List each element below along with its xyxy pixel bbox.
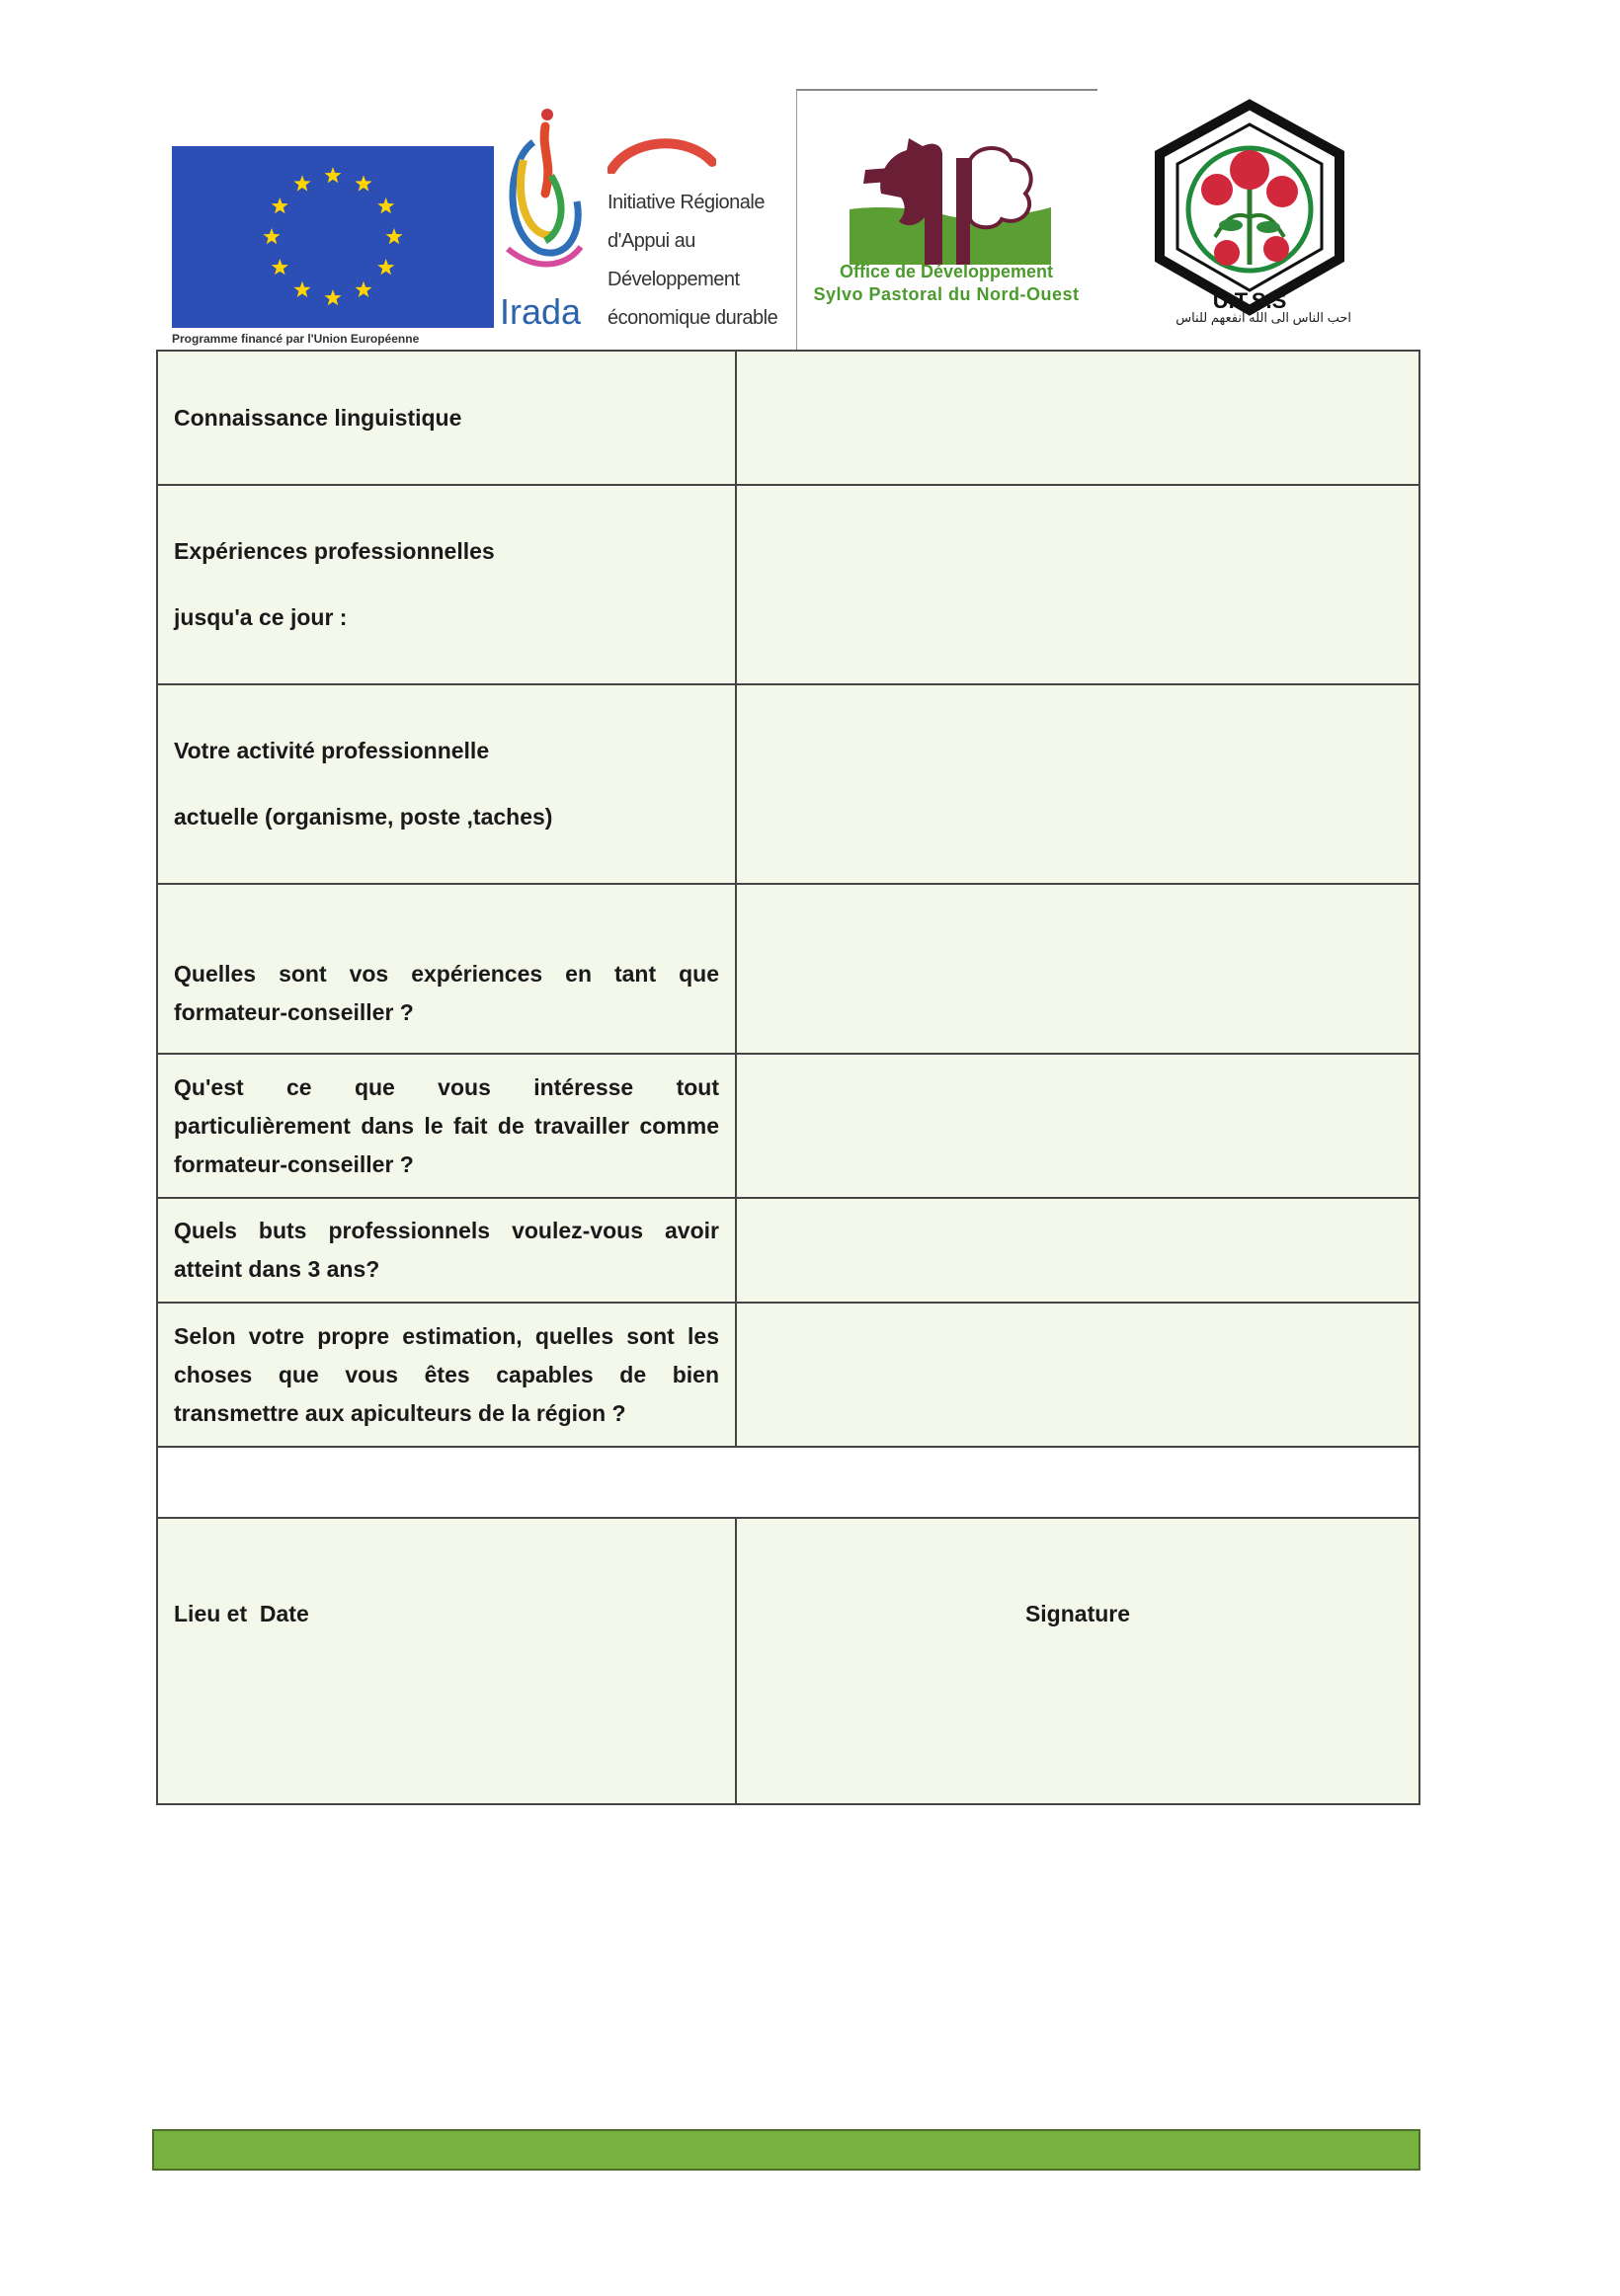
- eu-funding-caption: Programme financé par l'Union Européenne: [172, 332, 420, 346]
- answer-cell-goals[interactable]: [736, 1198, 1419, 1303]
- answer-cell-experience[interactable]: [736, 485, 1419, 684]
- odespno-name-line2: Sylvo Pastoral du Nord-Ouest: [813, 284, 1080, 304]
- answer-cell-interest[interactable]: [736, 1054, 1419, 1198]
- question-label: jusqu'a ce jour :: [174, 604, 348, 630]
- table-row: [157, 1303, 1419, 1447]
- question-label: Expériences professionnelles: [174, 538, 495, 564]
- irada-line: économique durable: [608, 307, 778, 329]
- irada-line: d'Appui au: [608, 230, 695, 252]
- signature-cell[interactable]: [736, 1518, 1419, 1804]
- answer-cell-trainer-experience[interactable]: [736, 884, 1419, 1054]
- question-cell-interest: Qu'est ce que vous intéresse tout particulièrement dans le fait de travailler comme formateur-conseiller ?: [157, 1054, 736, 1198]
- signature-label: Signature: [1024, 1601, 1131, 1626]
- answer-cell-transmit[interactable]: [736, 1303, 1419, 1447]
- answer-cell-current-activity[interactable]: [736, 684, 1419, 884]
- table-row: [157, 1198, 1419, 1303]
- irada-logo: [494, 103, 585, 332]
- place-date-label: Lieu et Date: [174, 1601, 309, 1626]
- irada-line: Développement: [608, 269, 740, 290]
- question-cell-language: [157, 351, 736, 485]
- answer-cell-language[interactable]: [736, 351, 1419, 485]
- table-row: [157, 884, 1419, 1054]
- utss-motto: احب الناس الى الله انفعهم للناس: [1175, 310, 1351, 325]
- eu-flag-logo: [172, 146, 494, 328]
- odespno-logo: [848, 136, 1051, 265]
- irada-tagline: [608, 184, 805, 338]
- table-row: [157, 1054, 1419, 1198]
- question-cell-trainer-experience: Quelles sont vos expériences en tant que formateur-conseiller ?: [157, 884, 736, 1054]
- question-label: actuelle (organisme, poste ,taches): [174, 804, 553, 830]
- irada-line: Initiative Régionale: [608, 192, 765, 213]
- question-cell-experience: [157, 485, 736, 684]
- odespno-name-line1: Office de Développement: [839, 262, 1054, 281]
- table-row: [157, 485, 1419, 684]
- footer-green-bar: [152, 2129, 1420, 2171]
- irada-arc-icon: [608, 134, 716, 174]
- irada-wordmark: Irada: [500, 291, 582, 332]
- place-date-cell[interactable]: [157, 1518, 736, 1804]
- blank-separator-row: [157, 1447, 1419, 1518]
- question-cell-goals: Quels buts professionnels voulez-vous avoir atteint dans 3 ans?: [157, 1198, 736, 1303]
- question-label: Votre activité professionnelle: [174, 738, 490, 763]
- table-row: [157, 351, 1419, 485]
- table-row: [157, 684, 1419, 884]
- question-label: Connaissance linguistique: [174, 404, 462, 431]
- utss-letters: U.T.S.S: [1212, 288, 1287, 313]
- application-form-table: [156, 350, 1420, 1805]
- table-row: [157, 1518, 1419, 1804]
- table-row: [157, 1447, 1419, 1518]
- question-cell-transmit: Selon votre propre estimation, quelles sont les choses que vous êtes capables de bien transmettre aux apiculteurs de la région ?: [157, 1303, 736, 1447]
- utss-logo: [1146, 99, 1353, 318]
- question-cell-current-activity: [157, 684, 736, 884]
